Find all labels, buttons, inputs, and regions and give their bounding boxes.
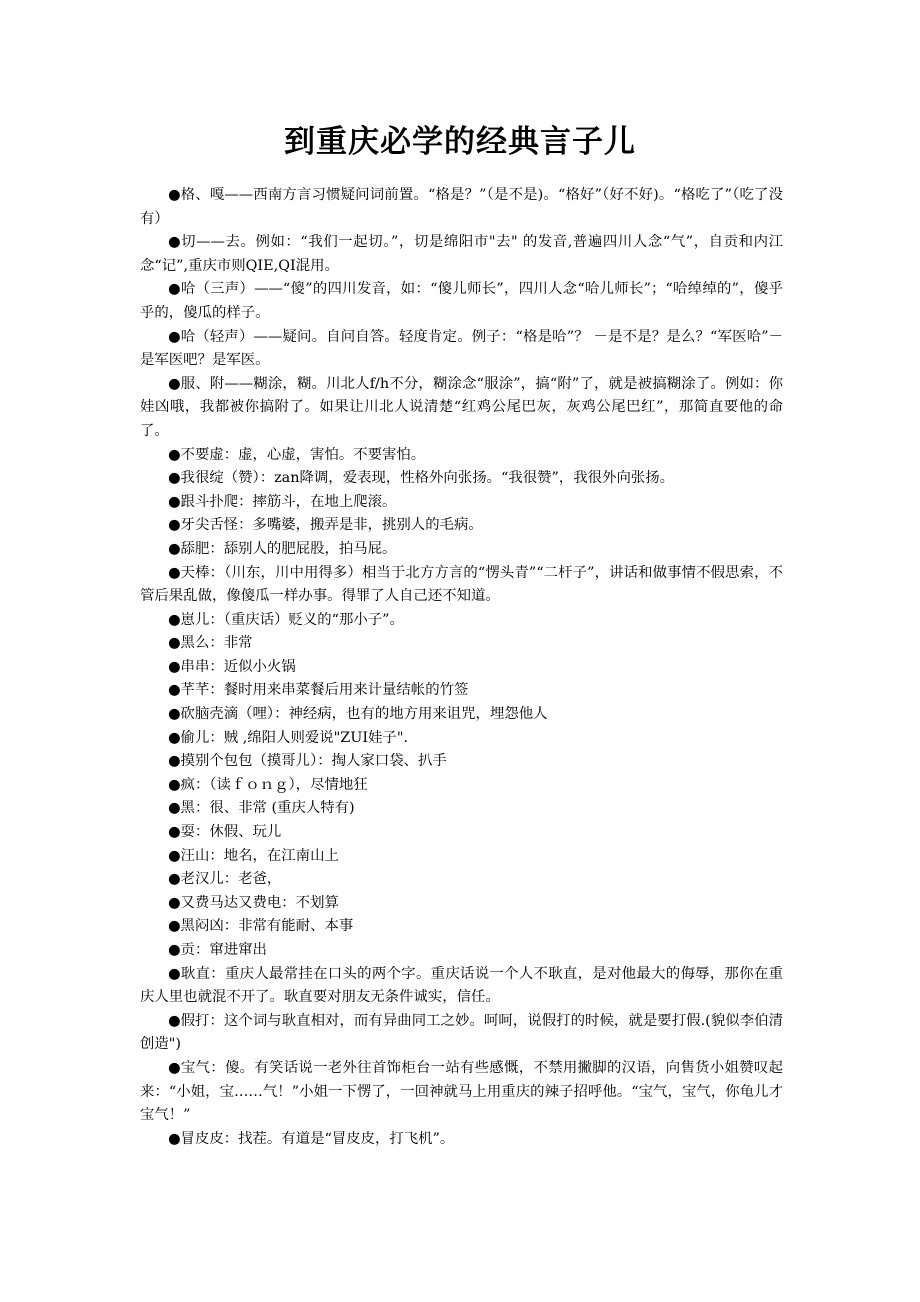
- entry-paragraph: ●不要虚：虚，心虚，害怕。不要害怕。: [168, 446, 426, 463]
- entry-paragraph: ●切——去。例如：“我们一起切。”，切是绵阳市"去" 的发音,普遍四川人念“气”，自贡和内江念“记”,重庆市则QIE,QI混用。: [140, 234, 783, 274]
- entry-paragraph: ●黑闷凶：非常有能耐、本事: [168, 918, 354, 935]
- entry-paragraph: ●串串：近似小火锅: [168, 658, 296, 675]
- entry-paragraph: ●汪山：地名，在江南山上: [168, 847, 339, 864]
- entry-paragraph: ●耿直：重庆人最常挂在口头的两个字。重庆话说一个人不耿直，是对他最大的侮辱，那你在重庆人里也就混不开了。耿直要对朋友无条件诚实，信任。: [140, 965, 783, 1006]
- entry-paragraph: ●哈（轻声）——疑问。自问自答。轻度肯定。例子：“格是哈”？ －是不是？是么？“军医哈”－是军医吧？是军医。: [140, 328, 783, 369]
- entry-paragraph: ●假打：这个词与耿直相对，而有异曲同工之妙。呵呵，说假打的时候，就是要打假.(貌似李伯清创造"): [140, 1012, 783, 1053]
- entry-paragraph: ●宝气：傻。有笑话说一老外往首饰柜台一站有些感慨，不禁用撇脚的汉语，向售货小姐赞叹起来：“小姐，宝……气！”小姐一下愣了，一回神就马上用重庆的辣子招呼他。“宝气，宝气，你龟儿才宝气！”: [140, 1059, 783, 1124]
- entry-paragraph: ●芊芊：餐时用来串菜餐后用来计量结帐的竹签: [168, 682, 469, 699]
- entry-paragraph: ●跟斗扑爬：摔筋斗，在地上爬滚。: [168, 493, 397, 510]
- entry-paragraph: ●舔肥：舔别人的肥屁股，拍马屁。: [168, 540, 397, 557]
- entry-paragraph: ●我很绽（赞）：zan降调，爱表现，性格外向张扬。“我很赞”，我很外向张扬。: [168, 470, 675, 487]
- entry-paragraph: ●崽儿：（重庆话）贬义的“那小子”。: [168, 611, 404, 628]
- document-body: [140, 184, 783, 1151]
- entry-paragraph: ●黑：很、非常 (重庆人特有): [168, 800, 355, 817]
- entry-paragraph: ●贡：窜进窜出: [168, 942, 267, 958]
- entry-paragraph: ●又费马达又费电：不划算: [168, 894, 339, 911]
- entry-paragraph: ●摸别个包包（摸哥儿）：掏人家口袋、扒手: [168, 753, 447, 770]
- entry-paragraph: ●疯：（读ｆｏｎｇ），尽情地狂: [168, 776, 368, 793]
- entry-paragraph: ●牙尖舌怪：多嘴婆，搬弄是非，挑别人的毛病。: [168, 517, 483, 534]
- entry-paragraph: ●哈（三声）——“傻”的四川发音，如：“傻儿师长”，四川人念“哈儿师长”；“哈绰绰的”，傻乎乎的，傻瓜的样子。: [140, 281, 783, 321]
- entry-paragraph: ●黑么：非常: [168, 635, 253, 652]
- entry-paragraph: ●偷儿：贼 ,绵阳人则爱说"ZUI娃子".: [168, 729, 409, 746]
- entry-paragraph: ●天棒：（川东，川中用得多）相当于北方方言的“愣头青”“二杆子”，讲话和做事情不假思索，不管后果乱做，像傻瓜一样办事。得罪了人自己还不知道。: [140, 564, 783, 605]
- entry-paragraph: ●服、附——糊涂，糊。川北人f/h不分，糊涂念“服涂”，搞“附”了，就是被搞糊涂了。例如：你娃凶哦，我都被你搞附了。如果让川北人说清楚“红鸡公尾巴灰，灰鸡公尾巴红”，那简直要他的命了。: [140, 375, 783, 439]
- entry-paragraph: ●砍脑壳滴（哩）：神经病，也有的地方用来诅咒，埋怨他人: [168, 706, 548, 723]
- entry-paragraph: ●耍：休假、玩儿: [168, 824, 282, 841]
- document-title: 到重庆必学的经典言子儿: [284, 124, 636, 160]
- entry-paragraph: ●冒皮皮：找茬。有道是“冒皮皮，打飞机”。: [168, 1130, 455, 1147]
- entry-paragraph: ●老汉儿：老爸，: [168, 871, 282, 888]
- entry-paragraph: ●格、嘎——西南方言习惯疑问词前置。“格是？”（是不是)。“格好”（好不好)。“格吃了”（吃了没有）: [140, 187, 783, 227]
